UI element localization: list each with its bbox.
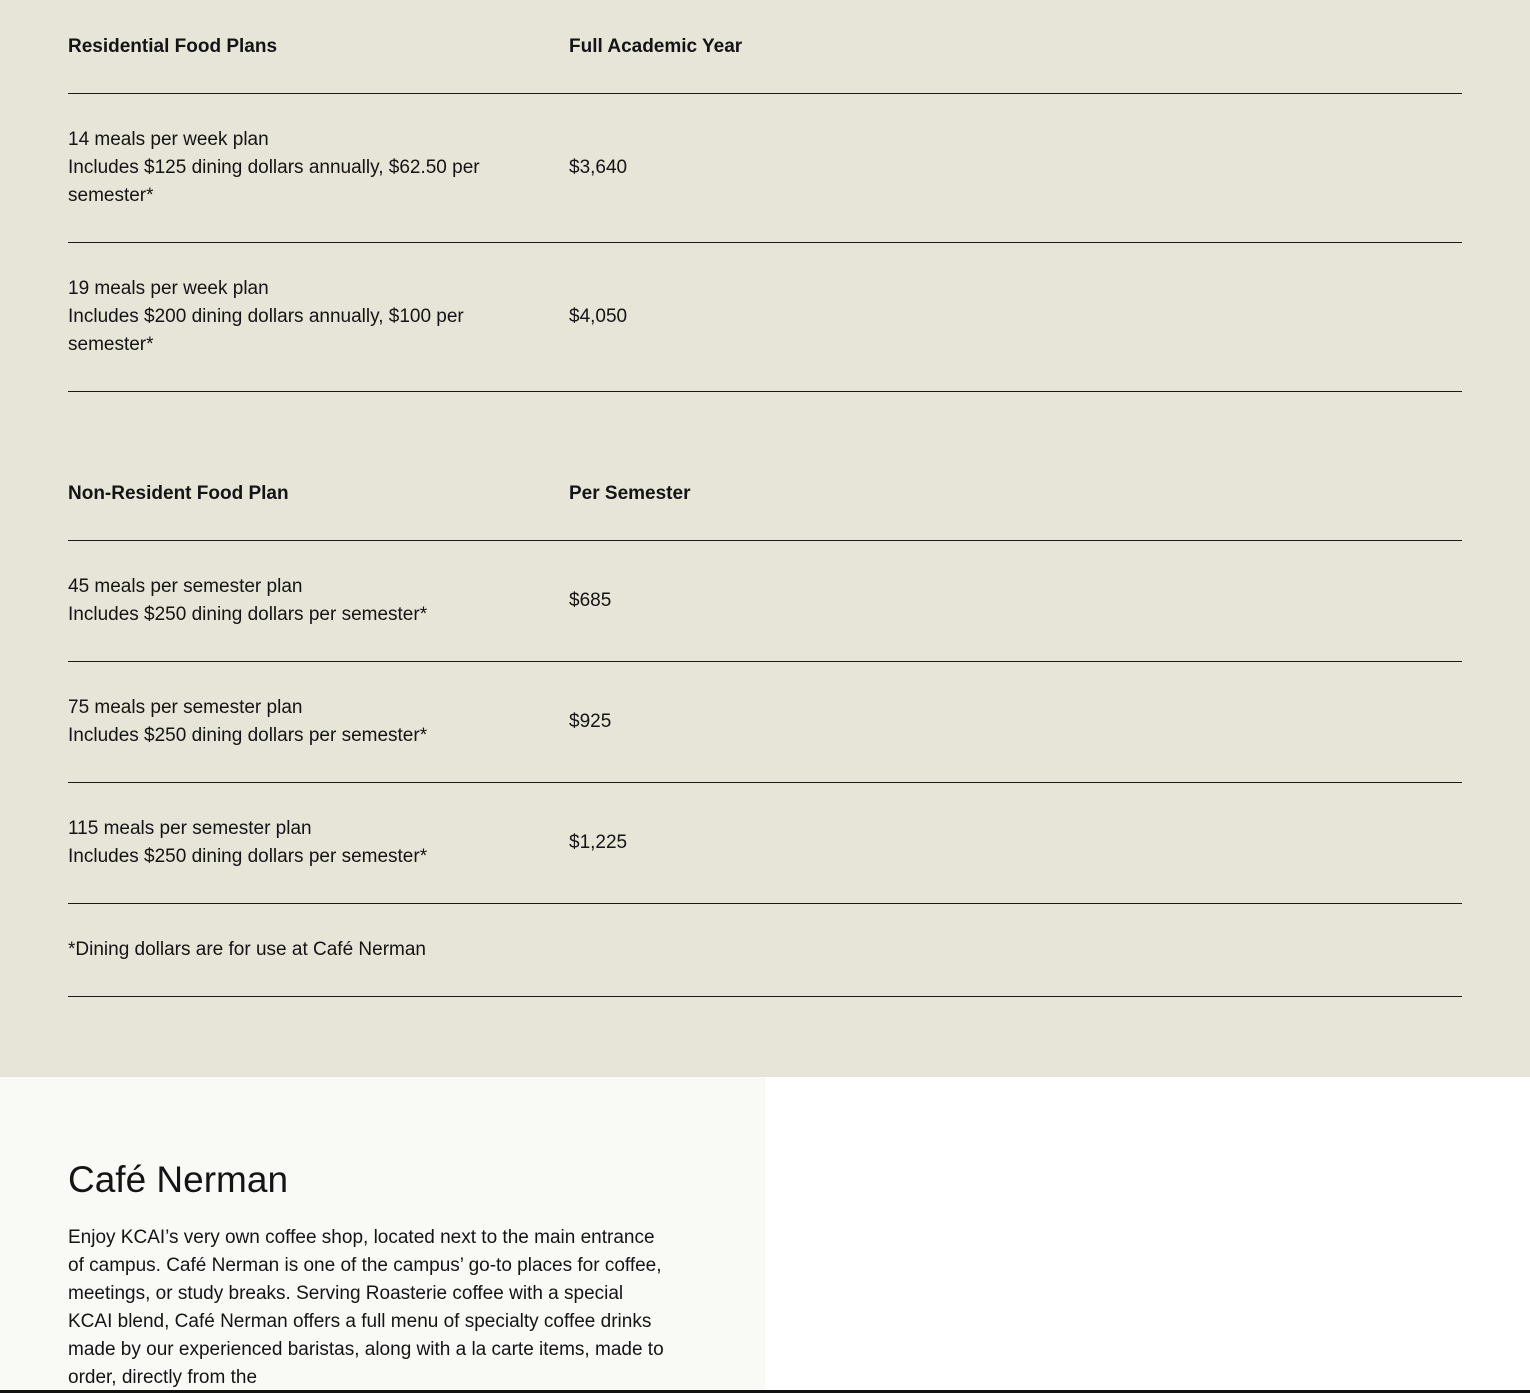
cafe-title: Café Nerman <box>68 1159 289 1200</box>
table-header-row <box>68 447 1462 541</box>
plan-price: $1,225 <box>569 783 1462 904</box>
table-header-row <box>68 0 1462 94</box>
plan-details: Includes $200 dining dollars annually, $100 per semester* <box>68 306 464 355</box>
residential-food-plans-table <box>68 0 1462 392</box>
plan-price: $3,640 <box>569 94 1462 243</box>
column-header-plan: Residential Food Plans <box>68 0 569 94</box>
plan-name: 75 meals per semester plan <box>68 697 303 718</box>
plan-details: Includes $250 dining dollars per semester* <box>68 725 428 746</box>
cafe-text-panel <box>0 1077 765 1393</box>
dining-dollars-footnote: *Dining dollars are for use at Café Nerman <box>68 904 1462 997</box>
table-row <box>68 662 1462 783</box>
column-header-price: Full Academic Year <box>569 0 1462 94</box>
plan-cell <box>68 541 569 662</box>
cafe-nerman-section <box>0 1077 1530 1393</box>
plan-price: $925 <box>569 662 1462 783</box>
plan-name: 14 meals per week plan <box>68 129 269 150</box>
plan-price: $685 <box>569 541 1462 662</box>
footnote-row <box>68 904 1462 997</box>
column-header-plan: Non-Resident Food Plan <box>68 447 569 541</box>
plan-name: 45 meals per semester plan <box>68 576 303 597</box>
table-row <box>68 783 1462 904</box>
plan-details: Includes $125 dining dollars annually, $62.50 per semester* <box>68 157 480 206</box>
cafe-description: Enjoy KCAI’s very own coffee shop, located next to the main entrance of campus. Café Nerman is one of the campus’ go-to places for coffee, meetings, or study breaks. Serving Roasterie coffee with a special KCAI blend, Café Nerman offers a full menu of specialty coffee drinks made by our experienced baristas, along with a la carte items, made to order, directly from the <box>68 1227 664 1388</box>
non-resident-food-plan-table <box>68 447 1462 997</box>
plan-details: Includes $250 dining dollars per semester* <box>68 846 428 867</box>
plan-cell <box>68 662 569 783</box>
table-row <box>68 94 1462 243</box>
table-row <box>68 243 1462 392</box>
plan-name: 19 meals per week plan <box>68 278 269 299</box>
plan-details: Includes $250 dining dollars per semester* <box>68 604 428 625</box>
column-header-price: Per Semester <box>569 447 1462 541</box>
plan-cell <box>68 94 569 243</box>
plan-name: 115 meals per semester plan <box>68 818 312 839</box>
plan-cell <box>68 243 569 392</box>
plan-price: $4,050 <box>569 243 1462 392</box>
table-row <box>68 541 1462 662</box>
plan-cell <box>68 783 569 904</box>
